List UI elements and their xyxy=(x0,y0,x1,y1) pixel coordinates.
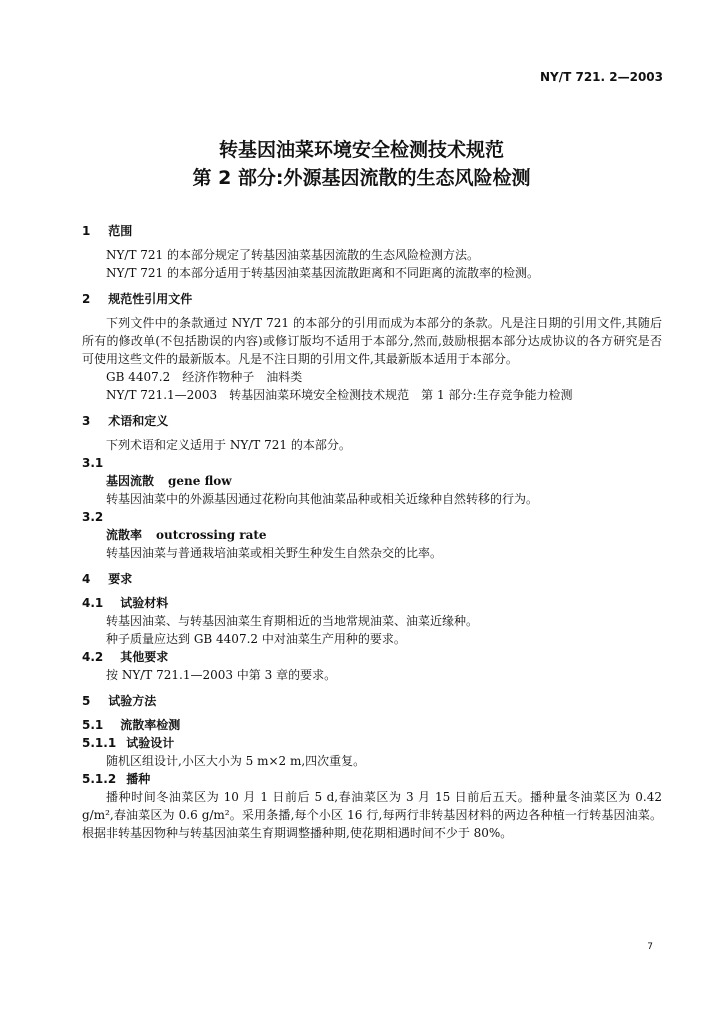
term-definition: 转基因油菜中的外源基因通过花粉向其他油菜品种或相关近缘种自然转移的行为。 xyxy=(106,492,539,506)
clause-number: 3.1 xyxy=(82,456,104,470)
paragraph: NY/T 721 的本部分规定了转基因油菜基因流散的生态风险检测方法。 xyxy=(106,248,480,262)
reference-item: NY/T 721.1—2003 转基因油菜环境安全检测技术规范 第 1 部分:生存竞争能力检测 xyxy=(106,388,573,402)
standard-code: NY/T 721. 2—2003 xyxy=(539,70,663,84)
paragraph: 下列文件中的条款通过 NY/T 721 的本部分的引用而成为本部分的条款。凡是注日期的引用文件,其随后所有的修改单(不包括勘误的内容)或修订版均不适用于本部分,然而,鼓励根据本部分达成协议的各方研究是否可使用这些文件的最新版本。凡是不注日期的引用文件,其最新版本适用于本部分。 xyxy=(82,316,662,366)
section-heading-1: 1 范围 xyxy=(82,224,133,238)
paragraph: NY/T 721 的本部分适用于转基因油菜基因流散距离和不同距离的流散率的检测。 xyxy=(106,266,540,280)
subsection-heading: 5.1 流散率检测 xyxy=(82,718,181,732)
page-number: 7 xyxy=(647,942,653,952)
subsection-heading: 5.1.1 试验设计 xyxy=(82,736,175,750)
subsection-heading: 4.1 试验材料 xyxy=(82,596,169,610)
section-heading-5: 5 试验方法 xyxy=(82,694,157,708)
term-entry: 流散率 outcrossing rate xyxy=(106,528,267,542)
document-title-line2: 第 2 部分:外源基因流散的生态风险检测 xyxy=(192,167,531,189)
reference-item: GB 4407.2 经济作物种子 油料类 xyxy=(106,370,303,384)
section-heading-2: 2 规范性引用文件 xyxy=(82,292,193,306)
paragraph: 随机区组设计,小区大小为 5 m×2 m,四次重复。 xyxy=(106,754,366,768)
term-definition: 转基因油菜与普通栽培油菜或相关野生种发生自然杂交的比率。 xyxy=(106,546,443,560)
paragraph: 按 NY/T 721.1—2003 中第 3 章的要求。 xyxy=(106,668,337,682)
paragraph: 下列术语和定义适用于 NY/T 721 的本部分。 xyxy=(106,438,351,452)
clause-number: 3.2 xyxy=(82,510,104,524)
document-body xyxy=(82,222,662,842)
subsection-heading: 5.1.2 播种 xyxy=(82,772,151,786)
paragraph: 转基因油菜、与转基因油菜生育期相近的当地常规油菜、油菜近缘种。 xyxy=(106,614,479,628)
paragraph: 种子质量应达到 GB 4407.2 中对油菜生产用种的要求。 xyxy=(106,632,406,646)
paragraph: 播种时间冬油菜区为 10 月 1 日前后 5 d,春油菜区为 3 月 15 日前后五天。播种量冬油菜区为 0.42 g/m²,春油菜区为 0.6 g/m²。采用条播,每个小区 16 行,每两行非转基因材料的两边各种植一行转基因油菜。根据非转基因物种与转基因油菜生育期调整播种期,使花期相遇时间不少于 80%。 xyxy=(82,790,662,840)
section-heading-4: 4 要求 xyxy=(82,572,133,586)
section-heading-3: 3 术语和定义 xyxy=(82,414,169,428)
term-entry: 基因流散 gene flow xyxy=(106,474,232,488)
document-title-line1: 转基因油菜环境安全检测技术规范 xyxy=(218,139,504,161)
subsection-heading: 4.2 其他要求 xyxy=(82,650,169,664)
